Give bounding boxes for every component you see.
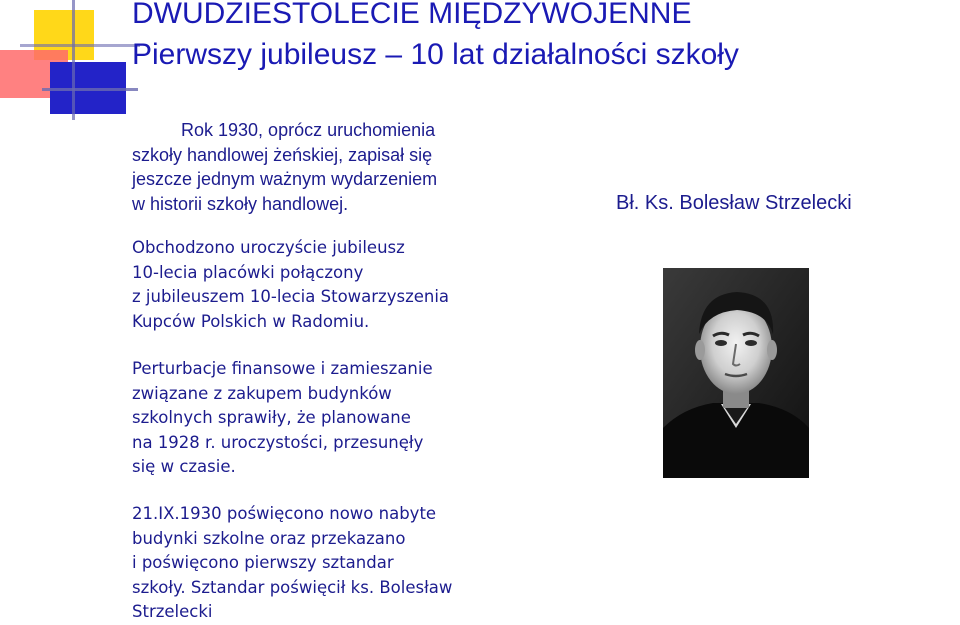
text-line: z jubileuszem 10-lecia Stowarzyszenia [132,287,450,306]
slide-subtitle: Pierwszy jubileusz – 10 lat działalności szkoły [132,38,739,71]
paragraph-2 [132,236,449,334]
text-line: Obchodzono uroczyście jubileusz [132,238,405,257]
text-line: szkolnych sprawiły, że planowane [132,408,411,427]
text-line: Perturbacje finansowe i zamieszanie [132,359,433,378]
paragraph-3 [132,357,433,480]
paragraph-4 [132,502,452,625]
portrait-photo [663,268,809,478]
text-line: Rok 1930, oprócz uruchomienia [181,120,436,140]
text-line: związane z zakupem budynków [132,383,392,403]
text-line: szkoły handlowej żeńskiej, zapisał się [132,144,433,165]
text-line: i poświęcono pierwszy sztandar [132,553,394,572]
portrait-caption: Bł. Ks. Bolesław Strzelecki [616,192,852,214]
text-line: się w czasie. [132,457,236,476]
text-line: Strzelecki [132,602,213,621]
paragraph-1 [132,118,437,216]
corner-decoration [0,0,140,120]
text-line: budynki szkolne oraz przekazano [132,528,406,548]
text-line: 10-lecia placówki połączony [132,262,364,282]
text-line: jeszcze jednym ważnym wydarzeniem [132,169,438,189]
text-line: szkoły. Sztandar poświęcił ks. Bolesław [132,577,453,597]
slide-title: DWUDZIESTOLECIE MIĘDZYWOJENNE [132,0,692,30]
text-line: na 1928 r. uroczystości, przesunęły [132,432,424,452]
text-line: w historii szkoły handlowej. [132,193,349,214]
text-line: Kupców Polskich w Radomiu. [132,311,370,331]
text-line: 21.IX.1930 poświęcono nowo nabyte [132,504,437,523]
